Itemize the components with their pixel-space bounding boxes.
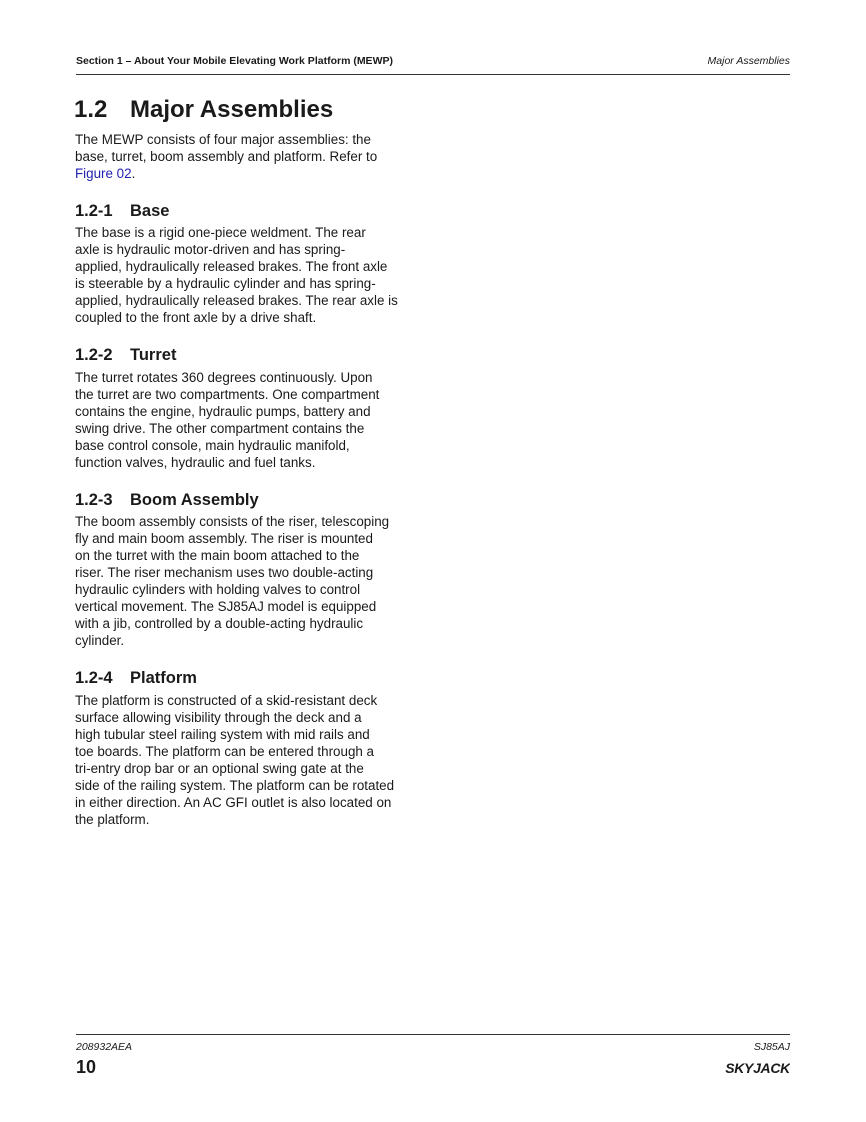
subsection-heading-turret [75,346,176,365]
body-line: side of the railing system. The platform can be rotated [75,778,395,793]
page-header [76,55,790,71]
intro-paragraph [75,131,425,182]
subsection-heading-base [75,202,169,221]
body-line: swing drive. The other compartment contains the [75,421,365,436]
page-title [74,96,333,124]
body-line: vertical movement. The SJ85AJ model is equipped [75,599,377,614]
intro-line: The MEWP consists of four major assemblies: the [75,132,371,147]
page-number: 10 [76,1057,97,1077]
body-line: on the turret with the main boom attached to the [75,548,360,563]
subsection-body-base [75,224,425,326]
body-line: The platform is constructed of a skid-resistant deck [75,693,378,708]
subsection-body-boom-assembly [75,513,425,649]
subsection-body-platform [75,692,425,828]
subsection-number: 1.2-3 [75,491,113,509]
body-line: with a jib, controlled by a double-acting hydraulic [75,616,364,631]
body-line: hydraulic cylinders with holding valves to control [75,582,361,597]
body-line: cylinder. [75,633,125,648]
subsection-heading-boom-assembly [75,491,259,510]
body-line: toe boards. The platform can be entered through a [75,744,375,759]
body-line: The boom assembly consists of the riser, telescoping [75,514,390,529]
body-line: applied, hydraulically released brakes. The rear axle is [75,293,398,308]
title-text: Major Assemblies [130,96,334,123]
body-line: is steerable by a hydraulic cylinder and has spring- [75,276,376,291]
intro-link-suffix: . [131,166,136,181]
title-number: 1.2 [74,96,108,123]
subsection-number: 1.2-2 [75,346,113,364]
header-rule [76,74,790,75]
skyjack-logo [700,1058,790,1076]
body-line: The base is a rigid one-piece weldment. The rear [75,225,366,240]
body-line: function valves, hydraulic and fuel tanks. [75,455,316,470]
body-line: riser. The riser mechanism uses two double-acting [75,565,374,580]
document-number: 208932AEA [76,1041,133,1053]
body-line: the platform. [75,812,150,827]
model-name: SJ85AJ [753,1041,790,1053]
body-line: The turret rotates 360 degrees continuously. Upon [75,370,373,385]
subsection-title: Base [130,202,170,220]
subsection-title: Platform [130,669,197,687]
body-line: base control console, main hydraulic manifold, [75,438,350,453]
logo-text: SKYJACK [725,1060,790,1076]
subsection-body-turret [75,369,425,471]
subsection-number: 1.2-1 [75,202,113,220]
body-line: fly and main boom assembly. The riser is mounted [75,531,373,546]
figure-link[interactable]: Figure 02 [75,166,132,181]
intro-line: base, turret, boom assembly and platform. Refer to [75,149,378,164]
subsection-title: Boom Assembly [130,491,259,509]
body-line: axle is hydraulic motor-driven and has spring- [75,242,346,257]
header-topic: Major Assemblies [707,55,790,67]
body-line: contains the engine, hydraulic pumps, battery and [75,404,371,419]
section-title: Section 1 – About Your Mobile Elevating Work Platform (MEWP) [76,55,393,67]
subsection-title: Turret [130,346,177,364]
body-line: surface allowing visibility through the deck and a [75,710,362,725]
body-line: applied, hydraulically released brakes. The front axle [75,259,388,274]
body-line: high tubular steel railing system with mid rails and [75,727,370,742]
subsection-heading-platform [75,669,197,688]
body-line: tri-entry drop bar or an optional swing gate at the [75,761,364,776]
subsection-number: 1.2-4 [75,669,113,687]
body-line: the turret are two compartments. One compartment [75,387,380,402]
intro-line-link [75,165,425,182]
footer-rule [76,1034,790,1035]
body-line: coupled to the front axle by a drive shaft. [75,310,317,325]
body-line: in either direction. An AC GFI outlet is also located on [75,795,392,810]
